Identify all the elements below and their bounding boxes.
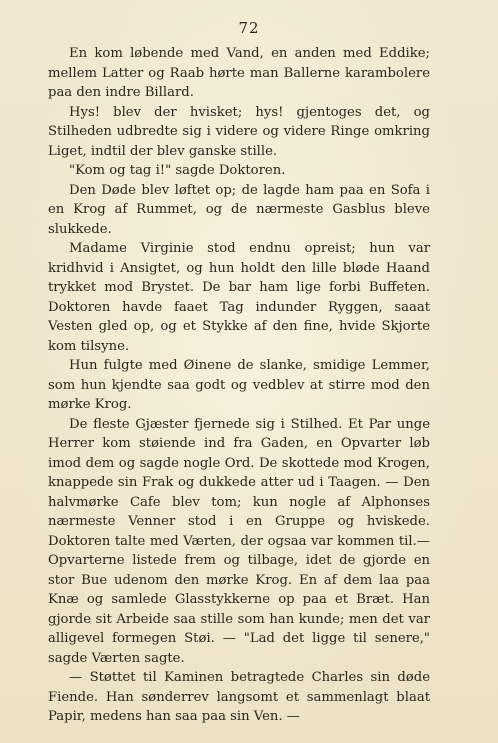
paragraph-6: Hun fulgte med Øinene de slanke, smidige Lemmer, som hun kjendte saa godt og vedblev at stirre mod den mørke Krog. — [48, 358, 430, 412]
paragraph-3: "Kom og tag i!" sagde Doktoren. — [69, 163, 286, 178]
paragraph-4: Den Døde blev løftet op; de lagde ham paa en Sofa i en Krog af Rummet, og de nærmeste Gasblus bleve slukkede. — [48, 182, 430, 237]
paragraph-5: Madame Virginie stod endnu opreist; hun var kridhvid i Ansigtet, og hun holdt den lille bløde Haand trykket mod Brystet. De bar ham lige forbi Buffeten. Doktoren havde faaet Tag indunder Ryggen, saaat Vesten gled op, og et Stykke af den fine, hvide Skjorte kom tilsyne. — [48, 241, 430, 354]
paragraph-7: De fleste Gjæster fjernede sig i Stilhed. Et Par unge Herrer kom støiende ind fra Gaden, en Opvarter løb imod dem og sagde nogle Ord. De skottede mod Krogen, knappede sin Frak og dukkede atter ud i Taagen. — Den halvmørke Cafe blev tom; kun nogle af Alphonses nærmeste Venner stod i en Gruppe og hviskede. Doktoren talte med Værten, der ogsaa var kommen til.—Opvarterne listede frem og tilbage, idet de gjorde en stor Bue udenom den mørke Krog. En af dem laa paa Knæ og samlede Glasstykkerne op paa et Bræt. Han gjorde sit Arbeide saa stille som han kunde; men det var alligevel formegen Støi. — "Lad det ligge til senere," sagde Værten sagte. — [48, 416, 430, 666]
paragraph-2: Hys! blev der hvisket; hys! gjentoges det, og Stilheden udbredte sig i videre og videre Ringe omkring Liget, indtil der blev ganske stille. — [48, 104, 430, 159]
page-number: 72 — [238, 19, 260, 37]
page-text — [48, 44, 430, 727]
paragraph-8: — Støttet til Kaminen betragtede Charles sin døde Fiende. Han sønderrev langsomt et sammenlagt blaat Papir, medens han saa paa sin Ven. — — [48, 670, 430, 724]
paragraph-1: En kom løbende med Vand, en anden med Eddike; mellem Latter og Raab hørte man Ballerne karambolere paa den indre Billard. — [48, 46, 430, 100]
